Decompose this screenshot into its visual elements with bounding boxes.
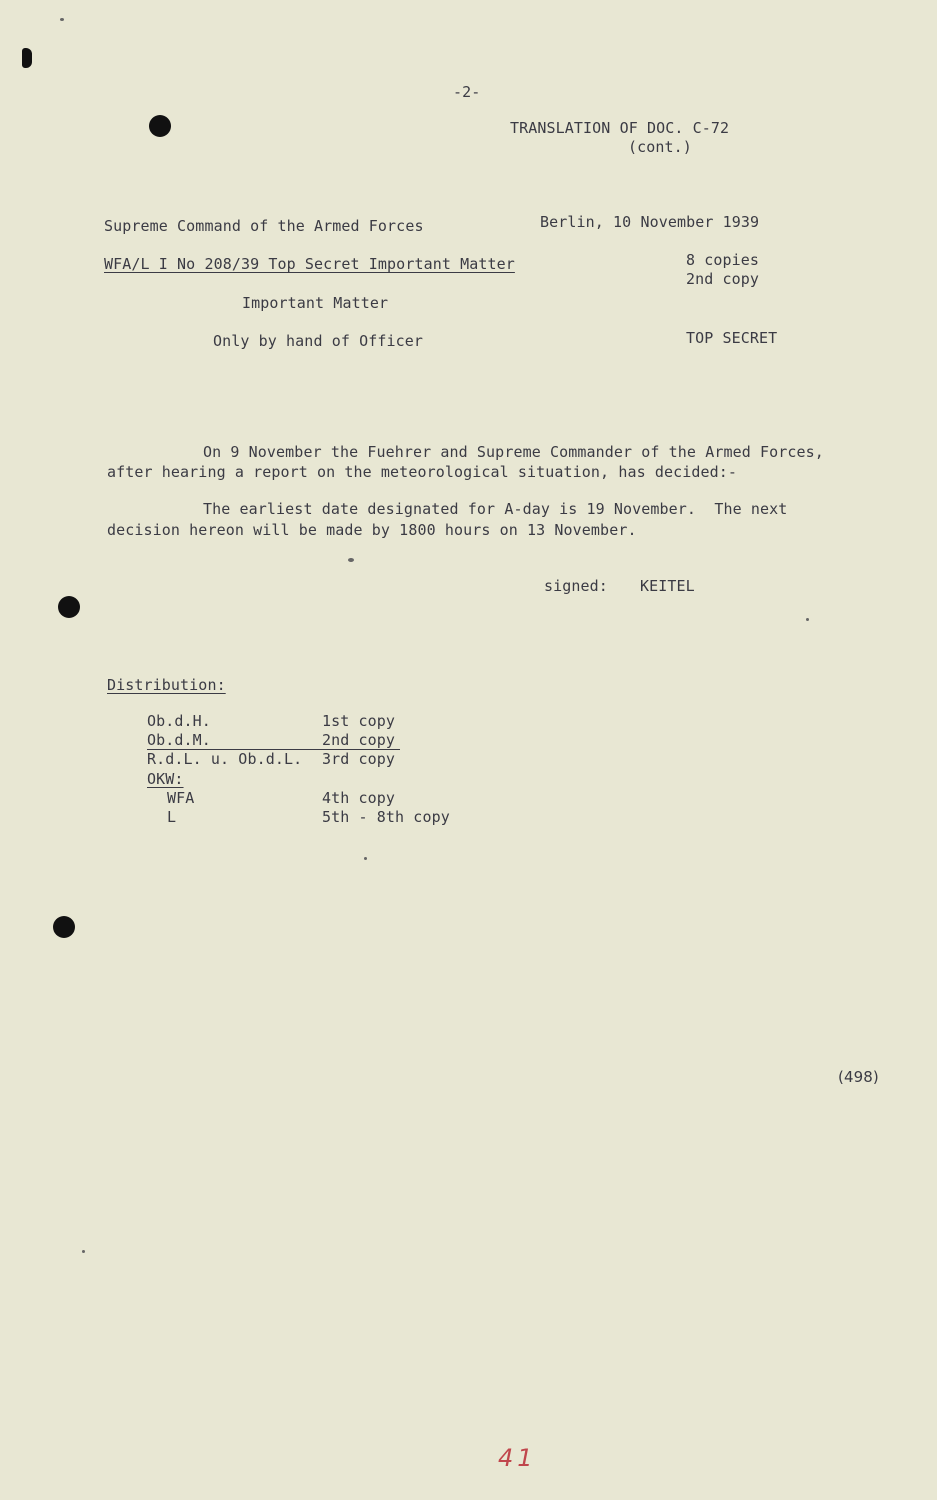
distribution-row	[147, 770, 477, 789]
paper-speck	[82, 1250, 85, 1253]
distribution-recipient: Ob.d.M.	[147, 731, 211, 749]
signature-label: signed:	[544, 577, 608, 595]
distribution-row	[147, 712, 477, 731]
distribution-recipient: L	[167, 808, 177, 826]
place-date: Berlin, 10 November 1939	[540, 213, 760, 231]
distribution-recipient: OKW:	[147, 770, 184, 788]
copies-count: 8 copies	[686, 251, 760, 269]
distribution-copy: 4th copy	[322, 789, 396, 807]
distribution-copy: 2nd copy	[322, 731, 396, 749]
punch-hole-middle	[58, 596, 80, 618]
page-number: -2-	[453, 83, 481, 101]
body-para1-line1: On 9 November the Fuehrer and Supreme Commander of the Armed Forces,	[203, 443, 824, 461]
punch-hole-bottom	[53, 916, 75, 938]
paper-speck	[364, 857, 367, 860]
delivery-instruction: Only by hand of Officer	[213, 332, 424, 350]
distribution-copy: 5th - 8th copy	[322, 808, 450, 826]
distribution-row	[147, 731, 400, 750]
signatory-name: KEITEL	[640, 577, 695, 595]
file-reference: (498)	[838, 1068, 879, 1086]
paper-speck	[806, 618, 809, 621]
distribution-copy: 1st copy	[322, 712, 396, 730]
translation-header-cont: (cont.)	[628, 138, 692, 156]
distribution-recipient: R.d.L. u. Ob.d.L.	[147, 750, 303, 768]
body-para1-line2: after hearing a report on the meteorological situation, has decided:-	[107, 463, 738, 481]
distribution-heading: Distribution:	[107, 676, 226, 694]
body-para2-line1: The earliest date designated for A-day is 19 November. The next	[203, 500, 788, 518]
distribution-row	[147, 789, 477, 808]
translation-header: TRANSLATION OF DOC. C-72	[510, 119, 730, 137]
body-para2-line2: decision hereon will be made by 1800 hours on 13 November.	[107, 521, 637, 539]
paper-speck	[60, 18, 64, 21]
distribution-recipient: WFA	[167, 789, 195, 807]
sender-line: Supreme Command of the Armed Forces	[104, 217, 424, 235]
important-matter: Important Matter	[242, 294, 389, 312]
distribution-copy: 3rd copy	[322, 750, 396, 768]
binding-mark	[22, 48, 32, 68]
reference-line: WFA/L I No 208/39 Top Secret Important Matter	[104, 255, 515, 273]
punch-hole-top	[149, 115, 171, 137]
copy-number: 2nd copy	[686, 270, 760, 288]
handwritten-page-number: 41	[498, 1444, 537, 1472]
distribution-row	[147, 750, 477, 769]
classification: TOP SECRET	[686, 329, 778, 347]
distribution-recipient: Ob.d.H.	[147, 712, 211, 730]
paper-speck	[348, 558, 354, 562]
distribution-row	[147, 808, 477, 827]
